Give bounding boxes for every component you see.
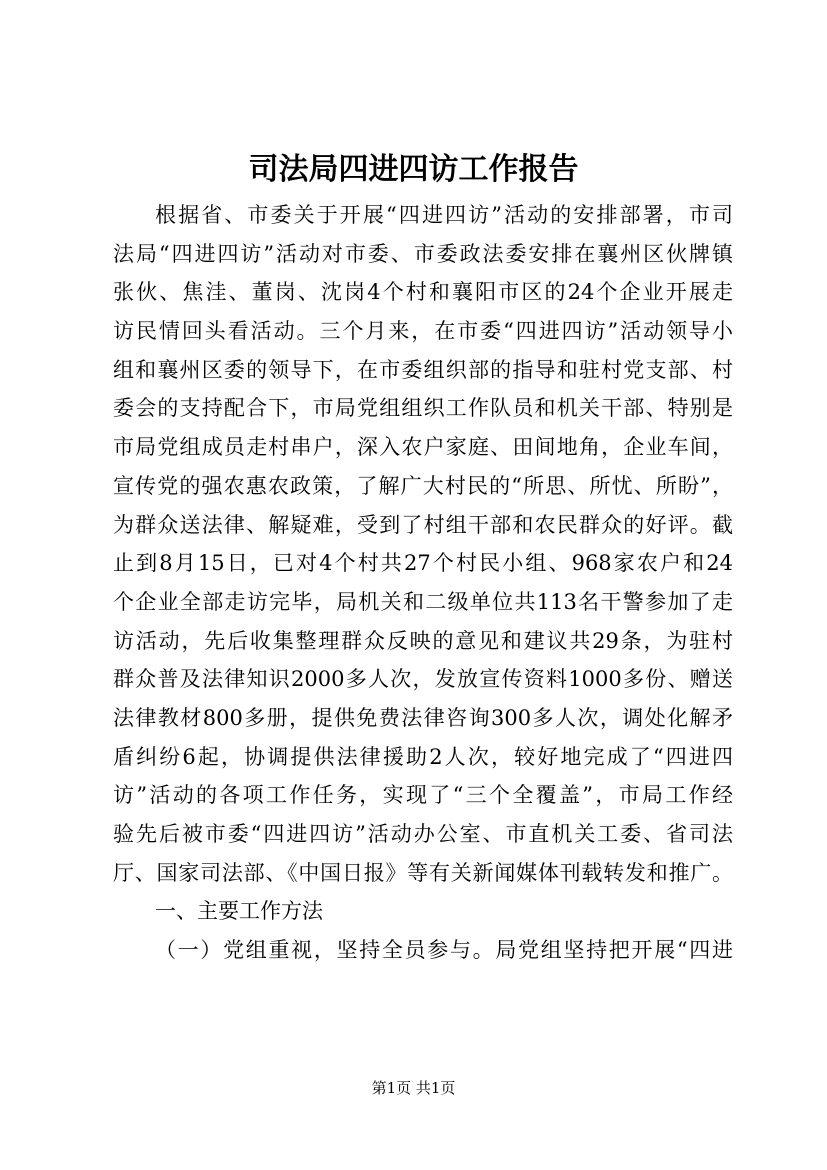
section-heading: 一、主要工作方法 [155, 899, 323, 924]
paragraph-line: 宣传党的强农惠农政策，了解广大村民的“所思、所忧、所盼”， [113, 473, 733, 498]
paragraph-line: 法律教材800多册，提供免费法律咨询300多人次，调处化解矛 [113, 705, 733, 730]
paragraph-line: 法局“四进四访”活动对市委、市委政法委安排在襄州区伙牌镇 [113, 241, 733, 266]
paragraph-line: 验先后被市委“四进四访”活动办公室、市直机关工委、省司法 [113, 822, 733, 846]
paragraph-line: 止到8月15日，已对4个村共27个村民小组、968家农户和24 [113, 551, 733, 576]
paragraph-line: 组和襄州区委的领导下，在市委组织部的指导和驻村党支部、村 [113, 357, 733, 382]
paragraph-line: 根据省、市委关于开展“四进四访”活动的安排部署，市司 [155, 203, 733, 227]
paragraph-line: 为群众送法律、解疑难，受到了村组干部和农民群众的好评。截 [113, 512, 733, 537]
paragraph-line: 个企业全部走访完毕，局机关和二级单位共113名干警参加了走 [113, 589, 733, 614]
paragraph-line: 群众普及法律知识2000多人次，发放宣传资料1000多份、赠送 [113, 667, 733, 692]
document-body [113, 196, 733, 970]
paragraph-line: 盾纠纷6起，协调提供法律援助2人次，较好地完成了“四进四 [113, 744, 733, 769]
subsection-line: （一）党组重视，坚持全员参与。局党组坚持把开展“四进 [155, 938, 733, 963]
document-title: 司法局四进四访工作报告 [248, 152, 579, 187]
paragraph-line: 市局党组成员走村串户，深入农户家庭、田间地角，企业车间， [113, 435, 733, 460]
paragraph-line: 张伙、焦洼、董岗、沈岗4个村和襄阳市区的24个企业开展走 [113, 280, 733, 305]
paragraph-line: 访活动，先后收集整理群众反映的意见和建议共29条，为驻村 [113, 628, 733, 653]
page-footer: 第1页 共1页 [371, 1079, 456, 1097]
paragraph-line: 访”活动的各项工作任务，实现了“三个全覆盖”，市局工作经 [113, 783, 733, 808]
paragraph-line: 委会的支持配合下，市局党组组织工作队员和机关干部、特别是 [113, 396, 733, 421]
paragraph-line: 厅、国家司法部、《中国日报》等有关新闻媒体刊载转发和推广。 [113, 860, 733, 885]
paragraph-line: 访民情回头看活动。三个月来，在市委“四进四访”活动领导小 [113, 319, 733, 344]
